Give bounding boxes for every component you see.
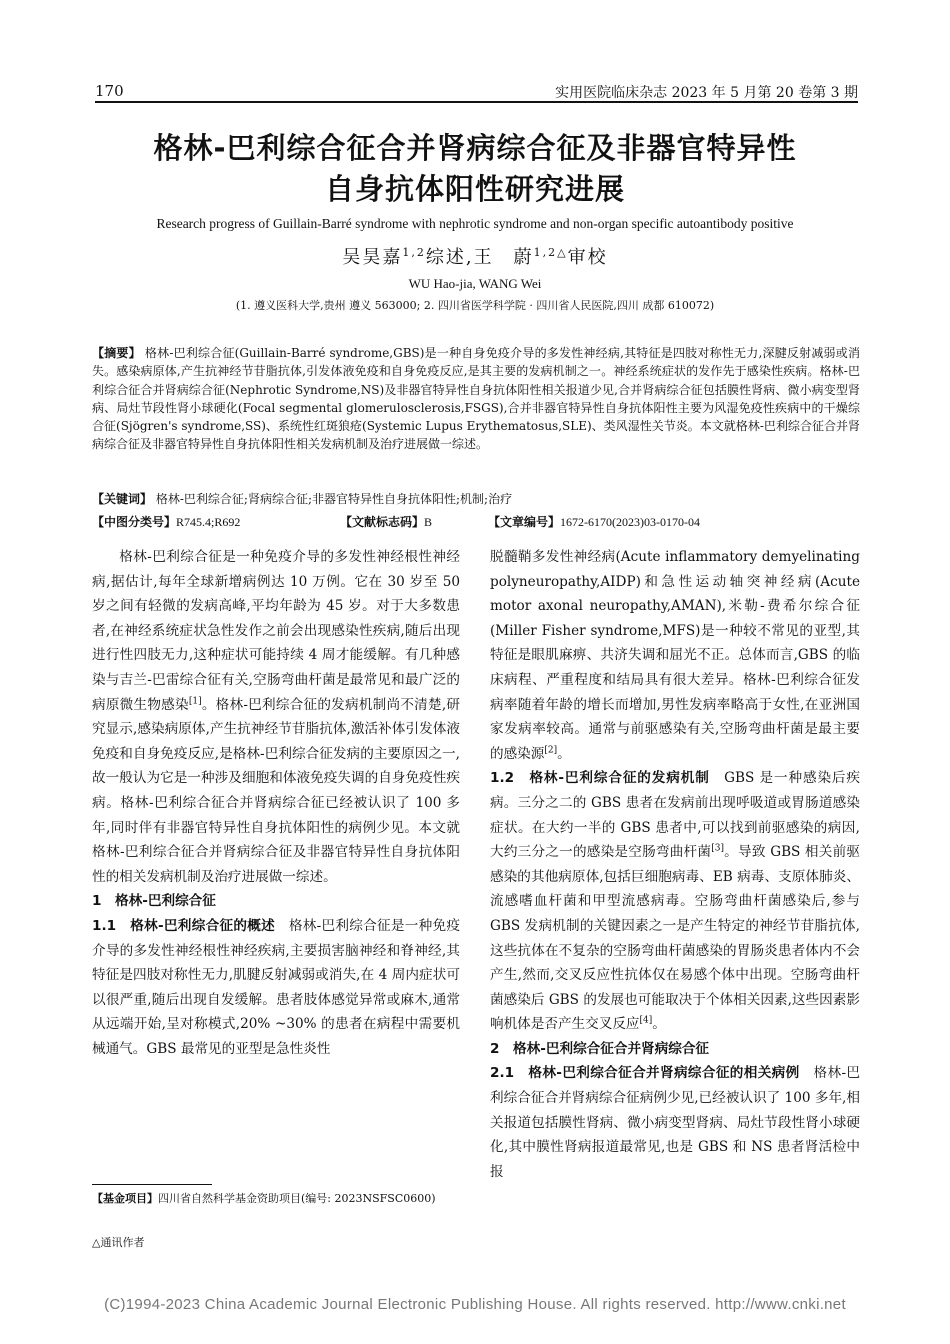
funding-note	[92, 1188, 462, 1209]
continued-text: 脱髓鞘多发性神经病(Acute inflammatory demyelinating polyneuropathy,AIDP)和急性运动轴突神经病(Acute motor axonal neuropathy,AMAN),米勒-费希尔综合征(Miller Fisher syndrome,MFS)是一种较不常见的亚型,其特征是眼肌麻痹、共济失调和屈光不正。总体而言,GBS 的临床病程、严重程度和结局具有很大差异。格林-巴利综合征发病率随着年龄的增长而增加,男性发病率略高于女性,在亚洲国家发病率较高。通常与前驱感染有关,空肠弯曲杆菌是最主要的感染源	[490, 549, 860, 762]
clc-label: 【中图分类号】	[92, 515, 177, 529]
affiliation: (1. 遵义医科大学,贵州 遵义 563000; 2. 四川省医学科学院 · 四川省人民医院,四川 成都 610072)	[235, 299, 715, 312]
title-line-2: 自身抗体阳性研究进展	[324, 172, 625, 206]
footnote-rule	[92, 1184, 212, 1185]
section-2-1-heading: 2.1 格林-巴利综合征合并肾病综合征的相关病例	[490, 1065, 800, 1082]
author-2-role: 审校	[567, 247, 608, 268]
keywords-label: 【关键词】	[92, 492, 153, 506]
english-authors: WU Hao-jia, WANG Wei	[408, 276, 542, 291]
citation-4: [4]	[639, 1015, 653, 1026]
section-1-1	[92, 914, 460, 1062]
section-2-heading: 2 格林-巴利综合征合并肾病综合征	[490, 1040, 710, 1057]
author-2-affil: 1,2△	[533, 246, 568, 259]
funding-text: 四川省自然科学基金资助项目(编号: 2023NSFSC0600)	[158, 1192, 436, 1205]
author-2: 王 蔚	[473, 247, 534, 268]
section-1-2	[490, 766, 860, 1037]
section-1-1-heading: 1.1 格林-巴利综合征的概述	[92, 917, 275, 934]
section-1-1-text: 格林-巴利综合征是一种免疫介导的多发性神经根性神经疾病,主要损害脑神经和脊神经,其特征是四肢对称性无力,肌腱反射减弱或消失,在 4 周内症状可以很严重,随后出现自发缓解。患者肢体感觉异常或麻木,通常从远端开始,呈对称模式,20% ~30% 的患者在病程中需要机械通气。GBS 最常见的亚型是急性炎性	[92, 917, 460, 1057]
keywords	[92, 490, 512, 507]
abstract-text: 格林-巴利综合征(Guillain-Barré syndrome,GBS)是一种自身免疫介导的多发性神经病,其特征是四肢对称性无力,深腱反射减弱或消失。感染病原体,产生抗神经节苷脂抗体,引发体液免疫和自身免疫反应,是其主要的发病机制之一。神经系统症状的发作先于感染性疾病。格林-巴利综合征合并肾病综合征(Nephrotic Syndrome,NS)及非器官特异性自身抗体阳性相关报道少见,合并肾病综合征包括膜性肾病、微小病变型肾病、局灶节段性肾小球硬化(Focal segmental glomerulosclerosis,FSGS),合并非器官特异性自身抗体阳性主要为风湿免疫性疾病中的干燥综合征(Sjögren's syndrome,SS)、系统性红斑狼疮(Systemic Lupus Erythematosus,SLE)、类风湿性关节炎。本文就格林-巴利综合征合并肾病综合征及非器官特异性自身抗体阳性相关发病机制及治疗进展做一综述。	[92, 346, 860, 452]
left-column	[92, 545, 460, 1061]
doc-label: 【文献标志码】	[340, 515, 425, 529]
title-line-1: 格林-巴利综合征合并肾病综合征及非器官特异性	[153, 131, 797, 165]
abstract	[92, 344, 860, 454]
continued-end: 。	[557, 745, 571, 762]
intro-paragraph	[92, 545, 460, 889]
article-label: 【文章编号】	[488, 515, 561, 529]
authors	[60, 243, 890, 269]
author-1-affil: 1,2	[402, 246, 426, 259]
continued-paragraph	[490, 545, 860, 766]
author-1-role: 综述,	[425, 247, 474, 268]
copyright-footer: (C)1994-2023 China Academic Journal Electronic Publishing House. All rights reserved. http://www.cnki.net	[104, 1296, 846, 1313]
intro-text-a: 格林-巴利综合征是一种免疫介导的多发性神经根性神经病,据估计,每年全球新增病例达 10 万例。它在 30 岁至 50 岁之间有轻微的发病高峰,平均年龄为 45 岁。对于大多数患者,在神经系统症状急性发作之前会出现感染性疾病,随后出现进行性四肢无力,这种症状可能持续 4 周才能缓解。有几种感染与吉兰-巴雷综合征有关,空肠弯曲杆菌是最常见和最广泛的病原微生物感染	[92, 549, 460, 713]
article-number	[488, 513, 700, 530]
english-title: Research progress of Guillain-Barré syndrome with nephrotic syndrome and non-organ specific autoantibody positive	[156, 216, 794, 231]
author-1: 吴昊嘉	[342, 247, 403, 268]
citation-3: [3]	[711, 843, 724, 854]
right-column	[490, 545, 860, 1184]
clc-value: R745.4;R692	[176, 515, 241, 529]
intro-text-b: 。格林-巴利综合征的发病机制尚不清楚,研究显示,感染病原体,产生抗神经节苷脂抗体,激活补体引发体液免疫和自身免疫反应,是格林-巴利综合征发病的主要原因之一,故一般认为它是一种涉及细胞和体液免疫失调的自身免疫性疾病。格林-巴利综合征合并肾病综合征已经被认识了 100 多年,同时伴有非器官特异性自身抗体阳性的病例少见。本文就格林-巴利综合征合并肾病综合征及非器官特异性自身抗体阳性的相关发病机制及治疗进展做一综述。	[92, 696, 460, 885]
section-2-1	[490, 1061, 860, 1184]
clc-number	[92, 513, 240, 530]
journal-header: 实用医院临床杂志 2023 年 5 月第 20 卷第 3 期	[555, 85, 858, 101]
funding-label: 【基金项目】	[92, 1192, 158, 1205]
citation-1: [1]	[188, 696, 202, 707]
keywords-text: 格林-巴利综合征;肾病综合征;非器官特异性自身抗体阳性;机制;治疗	[155, 492, 513, 506]
corresponding-author-note: △通讯作者	[92, 1236, 145, 1249]
section-1-2-text-a: GBS 是一种感染后疾病。三分之二的 GBS 患者在发病前出现呼吸道或胃肠道感染症状。在大约一半的 GBS 患者中,可以找到前驱感染的病因,大约三分之一的感染是空肠弯曲杆菌	[490, 770, 860, 861]
header-rule	[95, 101, 858, 103]
abstract-label: 【摘要】	[92, 346, 141, 360]
section-1-2-heading: 1.2 格林-巴利综合征的发病机制	[490, 770, 710, 787]
section-1-2-end: 。	[652, 1016, 666, 1033]
article-value: 1672-6170(2023)03-0170-04	[560, 515, 700, 529]
section-1-2-text-b: 。导致 GBS 相关前驱感染的其他病原体,包括巨细胞病毒、EB 病毒、支原体肺炎、流感嗜血杆菌和甲型流感病毒。空肠弯曲杆菌感染后,参与 GBS 发病机制的关键因素之一是产生特定的神经节苷脂抗体,这些抗体在不复杂的空肠弯曲杆菌感染的胃肠炎患者体内不会产生,然而,交叉反应性抗体仅在易感个体中出现。空肠弯曲杆菌感染后 GBS 的发展也可能取决于个体相关因素,这些因素影响机体是否产生交叉反应	[490, 844, 860, 1033]
document-code	[340, 513, 432, 530]
citation-2: [2]	[544, 745, 558, 756]
section-2-1-text: 格林-巴利综合征合并肾病综合征病例少见,已经被认识了 100 多年,相关报道包括膜性肾病、微小病变型肾病、局灶节段性肾小球硬化,其中膜性肾病报道最常见,也是 GBS 和 NS 患者肾活检中报	[490, 1065, 860, 1180]
section-1-heading: 1 格林-巴利综合征	[92, 893, 216, 910]
doc-value: B	[424, 515, 433, 529]
page-number: 170	[95, 82, 124, 100]
